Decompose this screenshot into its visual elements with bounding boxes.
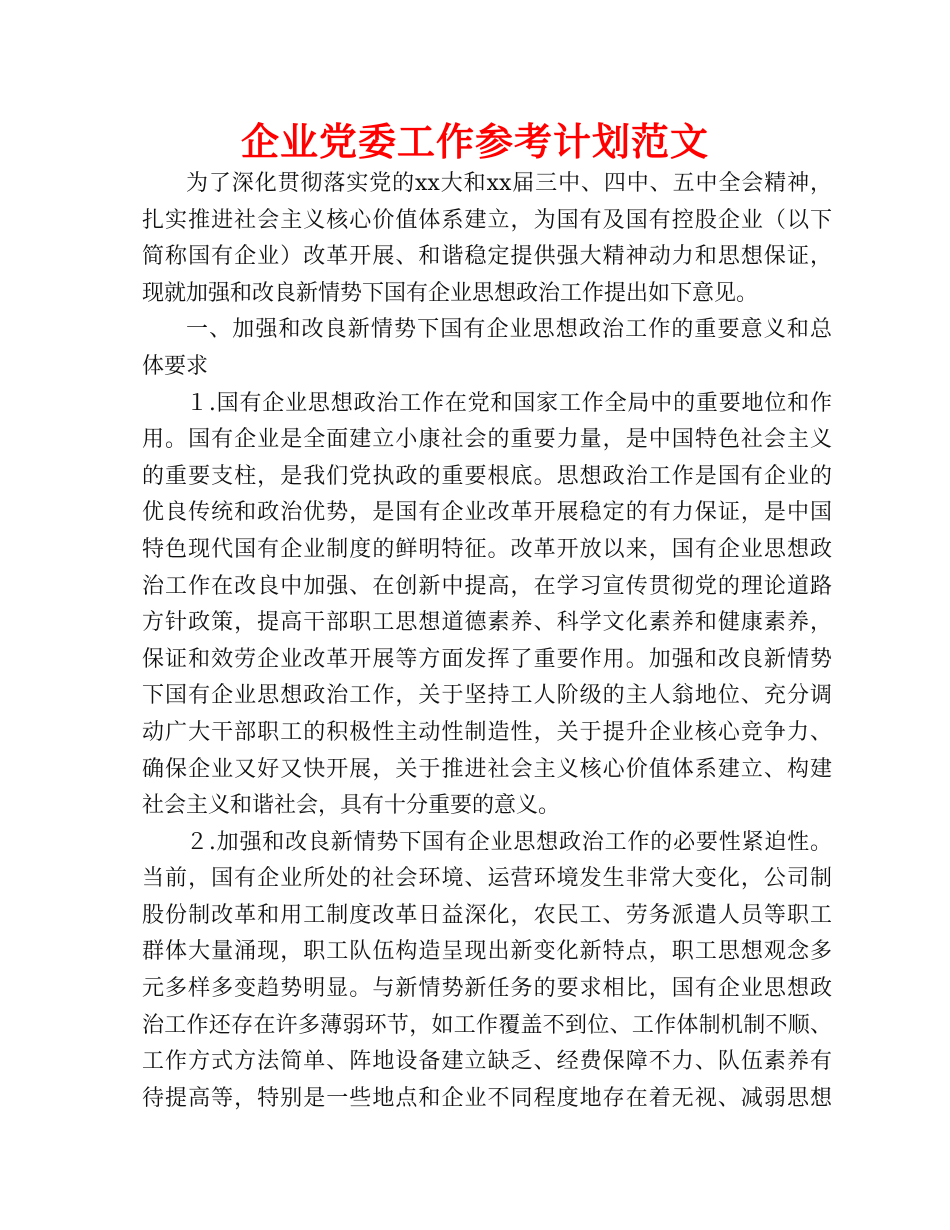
- text-line: 为了深化贯彻落实党的xx大和xx届三中、四中、五中全会精神，: [186, 171, 832, 196]
- text-line: 确保企业又好又快开展，关于推进社会主义核心价值体系建立、构建: [142, 756, 832, 782]
- document-body: [142, 166, 832, 1117]
- text-line: 社会主义和谐社会，具有十分重要的意义。: [142, 793, 561, 819]
- text-line: 治工作在改良中加强、在创新中提高，在学习宣传贯彻党的理论道路: [142, 573, 832, 599]
- text-line: 方针政策，提高干部职工思想道德素养、科学文化素养和健康素养，: [142, 610, 832, 636]
- text-line: 现就加强和改良新情势下国有企业思想政治工作提出如下意见。: [142, 280, 759, 306]
- text-line: 保证和效劳企业改革开展等方面发挥了重要作用。加强和改良新情势: [142, 646, 832, 672]
- text-line: 扎实推进社会主义核心价值体系建立，为国有及国有控股企业（以下: [142, 207, 832, 233]
- text-line: 体要求: [142, 353, 209, 379]
- text-line: １.国有企业思想政治工作在党和国家工作全局中的重要地位和作: [186, 390, 832, 416]
- text-line: 的重要支柱，是我们党执政的重要根底。思想政治工作是国有企业的: [142, 463, 832, 489]
- text-line: 一、加强和改良新情势下国有企业思想政治工作的重要意义和总: [186, 317, 832, 343]
- text-line: 下国有企业思想政治工作，关于坚持工人阶级的主人翁地位、充分调: [142, 683, 832, 709]
- text-line: 治工作还存在许多薄弱环节，如工作覆盖不到位、工作体制机制不顺、: [142, 1012, 832, 1038]
- text-line: 元多样多变趋势明显。与新情势新任务的要求相比，国有企业思想政: [142, 976, 832, 1002]
- text-line: 动广大干部职工的积极性主动性制造性，关于提升企业核心竞争力、: [142, 719, 832, 745]
- text-line: 优良传统和政治优势，是国有企业改革开展稳定的有力保证，是中国: [142, 500, 832, 526]
- text-line: 特色现代国有企业制度的鲜明特征。改革开放以来，国有企业思想政: [142, 536, 832, 562]
- text-line: 股份制改革和用工制度改革日益深化，农民工、劳务派遣人员等职工: [142, 902, 832, 928]
- document-title: 企业党委工作参考计划范文: [240, 120, 709, 164]
- text-line: 简称国有企业）改革开展、和谐稳定提供强大精神动力和思想保证，: [142, 244, 832, 270]
- text-line: 待提高等，特别是一些地点和企业不同程度地存在着无视、减弱思想: [142, 1085, 832, 1111]
- text-line: 用。国有企业是全面建立小康社会的重要力量，是中国特色社会主义: [142, 427, 832, 453]
- text-line: 当前，国有企业所处的社会环境、运营环境发生非常大变化，公司制: [142, 866, 832, 892]
- text-line: 工作方式方法简单、阵地设备建立缺乏、经费保障不力、队伍素养有: [142, 1049, 832, 1075]
- text-line: 群体大量涌现，职工队伍构造呈现出新变化新特点，职工思想观念多: [142, 939, 832, 965]
- text-line: ２.加强和改良新情势下国有企业思想政治工作的必要性紧迫性。: [186, 829, 832, 855]
